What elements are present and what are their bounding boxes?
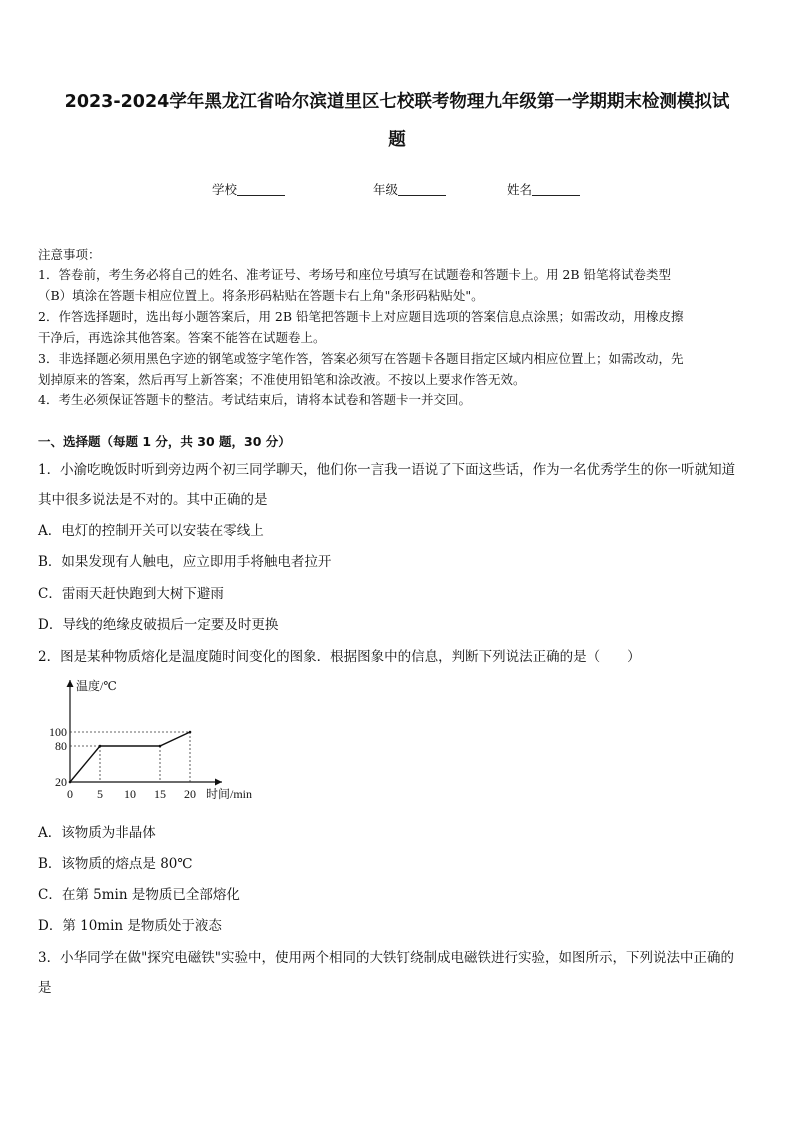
question-1-option-d: D．导线的绝缘皮破损后一定要及时更换 [38, 617, 279, 633]
notice-line: 3．非选择题必须用黑色字迹的钢笔或签字笔作答，答案必须写在答题卡各题目指定区域内相应位置上；如需改动，先 [38, 351, 684, 366]
dashed-guides [70, 732, 190, 782]
notice-line: 4．考生必须保证答题卡的整洁。考试结束后，请将本试卷和答题卡一并交回。 [38, 392, 471, 407]
question-1-stem-cont: 其中很多说法是不对的。其中正确的是 [38, 492, 268, 508]
data-points [69, 731, 192, 784]
question-1-option-a: A．电灯的控制开关可以安装在零线上 [38, 523, 264, 539]
school-blank[interactable] [237, 183, 285, 196]
question-3-stem-cont: 是 [38, 980, 52, 996]
name-blank[interactable] [532, 183, 580, 196]
x-tick-label: 15 [154, 787, 166, 801]
notice-line: 1．答卷前，考生务必将自己的姓名、准考证号、考场号和座位号填写在试题卷和答题卡上。用 2B 铅笔将试卷类型 [38, 267, 672, 282]
school-label: 学校 [212, 182, 238, 197]
question-2-option-d: D．第 10min 是物质处于液态 [38, 918, 222, 934]
data-point [69, 781, 72, 784]
temperature-series-line [70, 732, 190, 782]
exam-title-line-2: 题 [388, 130, 406, 150]
x-axis-label: 时间/min [206, 787, 253, 801]
y-axis-label: 温度/℃ [76, 679, 117, 693]
question-2-option-c: C．在第 5min 是物质已全部熔化 [38, 887, 240, 903]
school-field [212, 180, 285, 198]
question-2-option-a: A．该物质为非晶体 [38, 825, 156, 841]
question-3-stem: 3．小华同学在做"探究电磁铁"实验中，使用两个相同的大铁钉绕制成电磁铁进行实验，如图所示，下列说法中正确的 [38, 950, 735, 966]
notice-line: 2．作答选择题时，选出每小题答案后，用 2B 铅笔把答题卡上对应题目选项的答案信息点涂黑；如需改动，用橡皮擦 [38, 309, 684, 324]
question-1-option-c: C．雷雨天赶快跑到大树下避雨 [38, 586, 224, 602]
y-tick-label: 100 [49, 725, 67, 739]
y-tick-labels [49, 725, 67, 789]
notice-line: （B）填涂在答题卡相应位置上。将条形码粘贴在答题卡右上角"条形码粘贴处"。 [38, 288, 484, 303]
data-point [159, 745, 162, 748]
data-point [99, 745, 102, 748]
melting-curve-chart [40, 672, 280, 807]
question-1-option-b: B．如果发现有人触电，应立即用手将触电者拉开 [38, 554, 332, 570]
y-tick-label: 20 [55, 775, 67, 789]
question-2-option-b: B．该物质的熔点是 80℃ [38, 856, 193, 872]
x-tick-label: 5 [97, 787, 103, 801]
name-field [507, 180, 580, 198]
y-tick-label: 80 [55, 739, 67, 753]
x-tick-label: 20 [184, 787, 196, 801]
data-point [189, 731, 192, 734]
notice-line: 划掉原来的答案，然后再写上新答案；不准使用铅笔和涂改液。不按以上要求作答无效。 [38, 372, 526, 387]
question-2-stem: 2．图是某种物质熔化是温度随时间变化的图象．根据图象中的信息，判断下列说法正确的是（ ） [38, 649, 641, 665]
section-heading: 一、选择题（每题 1 分，共 30 题，30 分） [38, 434, 291, 449]
grade-label: 年级 [373, 182, 399, 197]
x-tick-labels [67, 787, 196, 801]
exam-title-line-1: 2023-2024学年黑龙江省哈尔滨道里区七校联考物理九年级第一学期期末检测模拟试 [64, 92, 730, 112]
grade-blank[interactable] [398, 183, 446, 196]
notice-line: 干净后，再选涂其他答案。答案不能答在试题卷上。 [38, 330, 326, 345]
grade-field [373, 180, 446, 198]
name-label: 姓名 [507, 182, 533, 197]
notice-heading: 注意事项： [38, 247, 101, 262]
x-tick-label: 10 [124, 787, 136, 801]
x-tick-label: 0 [67, 787, 73, 801]
question-1-stem: 1．小渝吃晚饭时听到旁边两个初三同学聊天，他们你一言我一语说了下面这些话，作为一名优秀学生的你一听就知道 [38, 462, 736, 478]
